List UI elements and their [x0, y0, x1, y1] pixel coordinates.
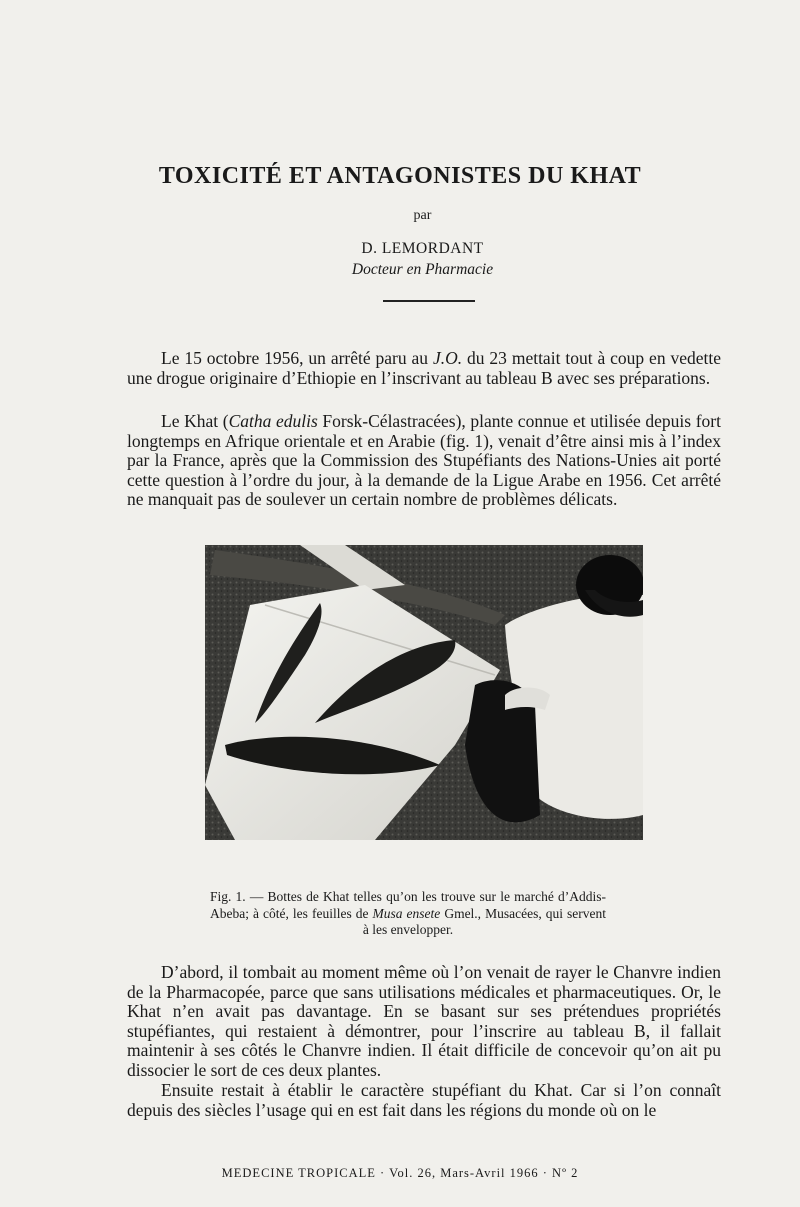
caption-text-b: Gmel., Musacées, qui servent à les envelopper. — [362, 905, 606, 937]
journal-footer: MEDECINE TROPICALE · Vol. 26, Mars-Avril 1966 · Nº 2 — [221, 1166, 579, 1180]
caption-species-name: Musa ensete — [372, 905, 441, 921]
figure-1-caption — [210, 889, 606, 939]
paragraph-4: Ensuite restait à établir le caractère stupéfiant du Khat. Car si l’on connaît depuis des siècles l’usage qui en est fait dans les régions du monde où on le — [127, 1080, 721, 1120]
khat-bundles-illustration — [205, 545, 643, 840]
article-title: TOXICITÉ ET ANTAGONISTES DU KHAT — [158, 163, 642, 189]
species-name: Catha edulis — [228, 411, 318, 431]
caption-text-a: Fig. 1. — Bottes de Khat telles qu’on les trouve sur le marché d’Addis-Abeba; à côté, les feuilles de — [210, 889, 606, 921]
paragraph-2-text-b: Forsk-Célastracées), plante connue et utilisée depuis fort longtemps en Afrique orientale et en Arabie (fig. 1), venait d’être ainsi mis à l’index par la France, après que la Commission des Stupéfiants des Nations-Unies ait porté cette question à l’ordre du jour, à la demande de la Ligue Arabe en 1956. Cet arrêté ne manquait pas de soulever un certain nombre de problèmes délicats. — [127, 411, 721, 510]
paragraph-2 — [127, 412, 721, 510]
paragraph-2-text-a: Le Khat ( — [161, 411, 229, 431]
paragraph-1 — [127, 349, 721, 388]
journal-officiel-abbrev: J.O. — [432, 348, 463, 368]
figure-1-photo — [205, 545, 643, 840]
byline-prefix: par — [413, 208, 432, 223]
author-name: D. LEMORDANT — [361, 240, 484, 257]
author-affiliation: Docteur en Pharmacie — [351, 261, 494, 278]
paragraph-1-text-a: Le 15 octobre 1956, un arrêté paru au — [161, 348, 433, 368]
paragraph-3: D’abord, il tombait au moment même où l’on venait de rayer le Chanvre indien de la Pharmacopée, parce que sans utilisations médicales et pharmaceutiques. Or, le Khat n’en avait pas davantage. En se basant sur ses prétendues propriétés stupéfiantes, qui restaient à démontrer, pour l’inscrire au tableau B, il fallait maintenir à ses côtés le Chanvre indien. Il était difficile de concevoir qu’on ait pu dissocier le sort de ces deux plantes. — [127, 962, 721, 1080]
title-divider — [383, 300, 475, 302]
paragraph-1-text-b: du 23 mettait tout à coup en vedette une drogue originaire d’Ethiopie en l’inscrivant au tableau B avec ses préparations. — [127, 348, 721, 388]
